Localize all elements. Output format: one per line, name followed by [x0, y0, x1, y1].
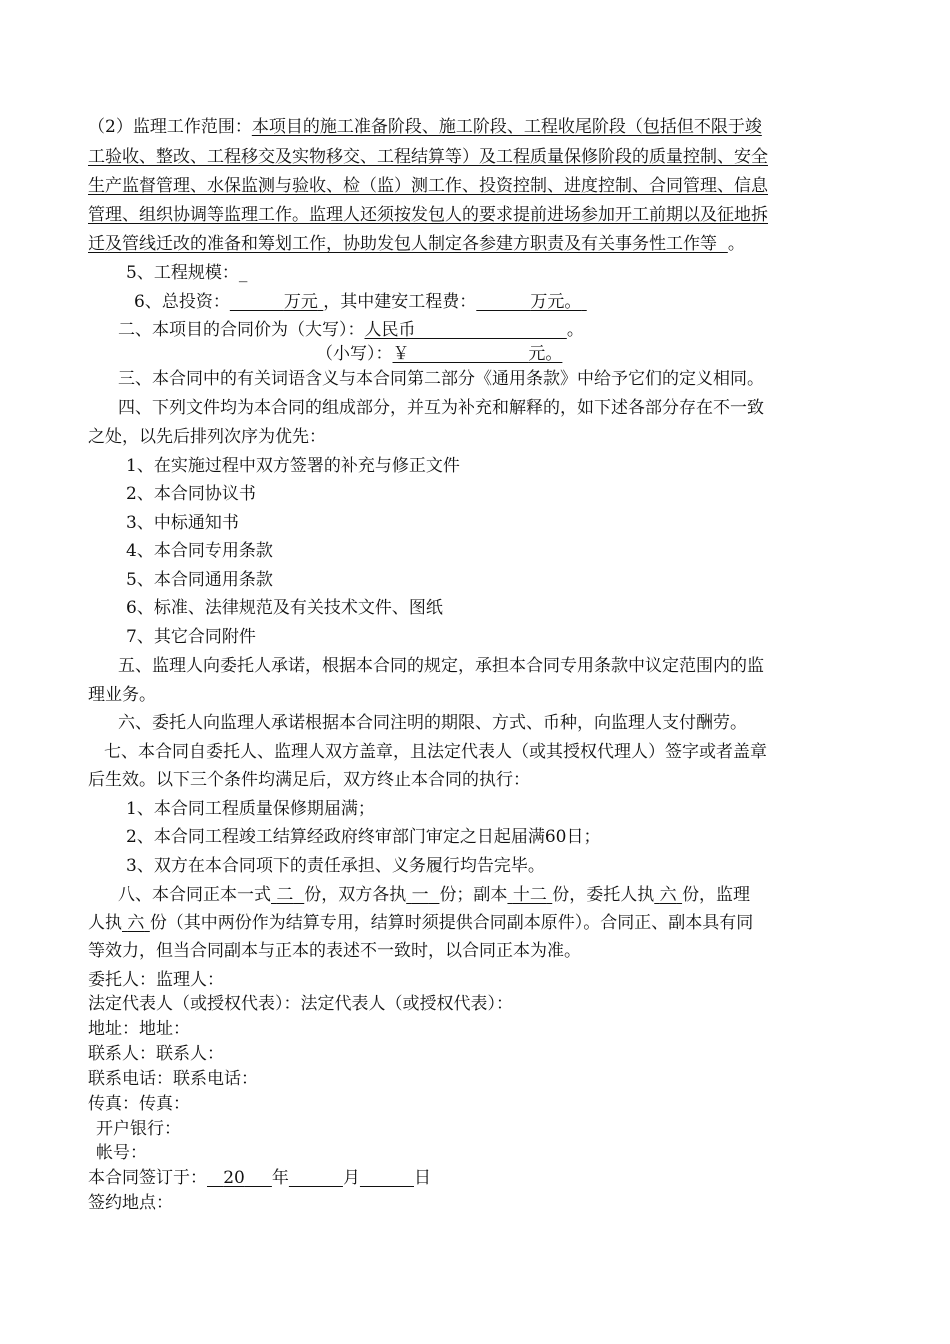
clause-4-item: 4、本合同专用条款	[126, 541, 273, 561]
scope-text: 本项目的施工准备阶段、施工阶段、工程收尾阶段（包括但不限于竣	[251, 117, 762, 137]
clause-4-line-1: 四、下列文件均为本合同的组成部分，并互为补充和解释的，如下述各部分存在不一致	[118, 398, 764, 418]
contract-price-lower: （小写）：￥ 元。	[316, 344, 563, 364]
scope-line-3: 生产监督管理、水保监测与验收、检（监）测工作、投资控制、进度控制、合同管理、信息	[88, 176, 768, 196]
scope-line-4: 管理、组织协调等监理工作。监理人还须按发包人的要求提前进场参加开工前期以及征地拆	[88, 205, 768, 225]
clause-8-line-2: 人执 六 份（其中两份作为结算专用，结算时须提供合同副本原件）。合同正、副本具有同	[88, 913, 754, 933]
sig-contact: 联系人：联系人：	[88, 1044, 224, 1064]
clause-4-line-2: 之处，以先后排列次序为优先：	[88, 427, 326, 447]
sig-fax: 传真：传真：	[88, 1094, 190, 1114]
sig-bank: 开户银行：	[96, 1119, 181, 1139]
sig-place: 签约地点：	[88, 1193, 173, 1213]
sig-phone: 联系电话：联系电话：	[88, 1069, 258, 1089]
clause-4-item: 3、中标通知书	[126, 513, 239, 533]
total-investment: 6、总投资： 万元 ，其中建安工程费： 万元。	[134, 292, 582, 312]
scope-prefix: （2）监理工作范围：	[88, 117, 252, 137]
sig-date: 本合同签订于： 20 年 月 日	[88, 1168, 431, 1188]
project-scale: 5、工程规模：_	[126, 263, 248, 283]
clause-8-line-3: 等效力，但当合同副本与正本的表述不一致时，以合同正本为准。	[88, 941, 581, 961]
clause-7-item: 2、本合同工程竣工结算经政府终审部门审定之日起届满60日；	[126, 827, 601, 847]
clause-4-item: 2、本合同协议书	[126, 484, 256, 504]
scope-line-1	[88, 115, 868, 139]
clause-5-line-2: 理业务。	[88, 685, 156, 705]
sig-address: 地址：地址：	[88, 1019, 190, 1039]
clause-4-item: 7、其它合同附件	[126, 627, 256, 647]
sig-account: 帐号：	[96, 1143, 147, 1163]
clause-6: 六、委托人向监理人承诺根据本合同注明的期限、方式、币种，向监理人支付酬劳。	[118, 713, 747, 733]
clause-4-item: 1、在实施过程中双方签署的补充与修正文件	[126, 456, 460, 476]
clause-4-item: 5、本合同通用条款	[126, 570, 273, 590]
clause-8-line-1: 八、本合同正本一式 二 份，双方各执 一 份；副本 十二 份，委托人执 六 份，监理	[118, 885, 751, 905]
clause-5-line-1: 五、监理人向委托人承诺，根据本合同的规定，承担本合同专用条款中议定范围内的监	[118, 656, 764, 676]
clause-7-line-1: 七、本合同自委托人、监理人双方盖章，且法定代表人（或其授权代理人）签字或者盖章	[104, 742, 767, 762]
scope-line-2: 工验收、整改、工程移交及实物移交、工程结算等）及工程质量保修阶段的质量控制、安全	[88, 147, 768, 167]
sig-parties: 委托人：监理人：	[88, 970, 224, 990]
sig-representatives: 法定代表人（或授权代表）：法定代表人（或授权代表）：	[88, 994, 513, 1014]
clause-3: 三、本合同中的有关词语含义与本合同第二部分《通用条款》中给予它们的定义相同。	[118, 369, 764, 389]
scope-line-5: 迁及管线迁改的准备和筹划工作，协助发包人制定各参建方职责及有关事务性工作等 。	[88, 234, 745, 254]
clause-4-item: 6、标准、法律规范及有关技术文件、图纸	[126, 598, 443, 618]
contract-price-upper: 二、本项目的合同价为（大写）：人民币 。	[118, 320, 584, 340]
clause-7-item: 3、双方在本合同项下的责任承担、义务履行均告完毕。	[126, 856, 545, 876]
clause-7-item: 1、本合同工程质量保修期届满；	[126, 799, 375, 819]
scope-text-end: 迁及管线迁改的准备和筹划工作，协助发包人制定各参建方职责及有关事务性工作等	[88, 234, 717, 254]
clause-7-line-2: 后生效。以下三个条件均满足后，双方终止本合同的执行：	[88, 770, 530, 790]
